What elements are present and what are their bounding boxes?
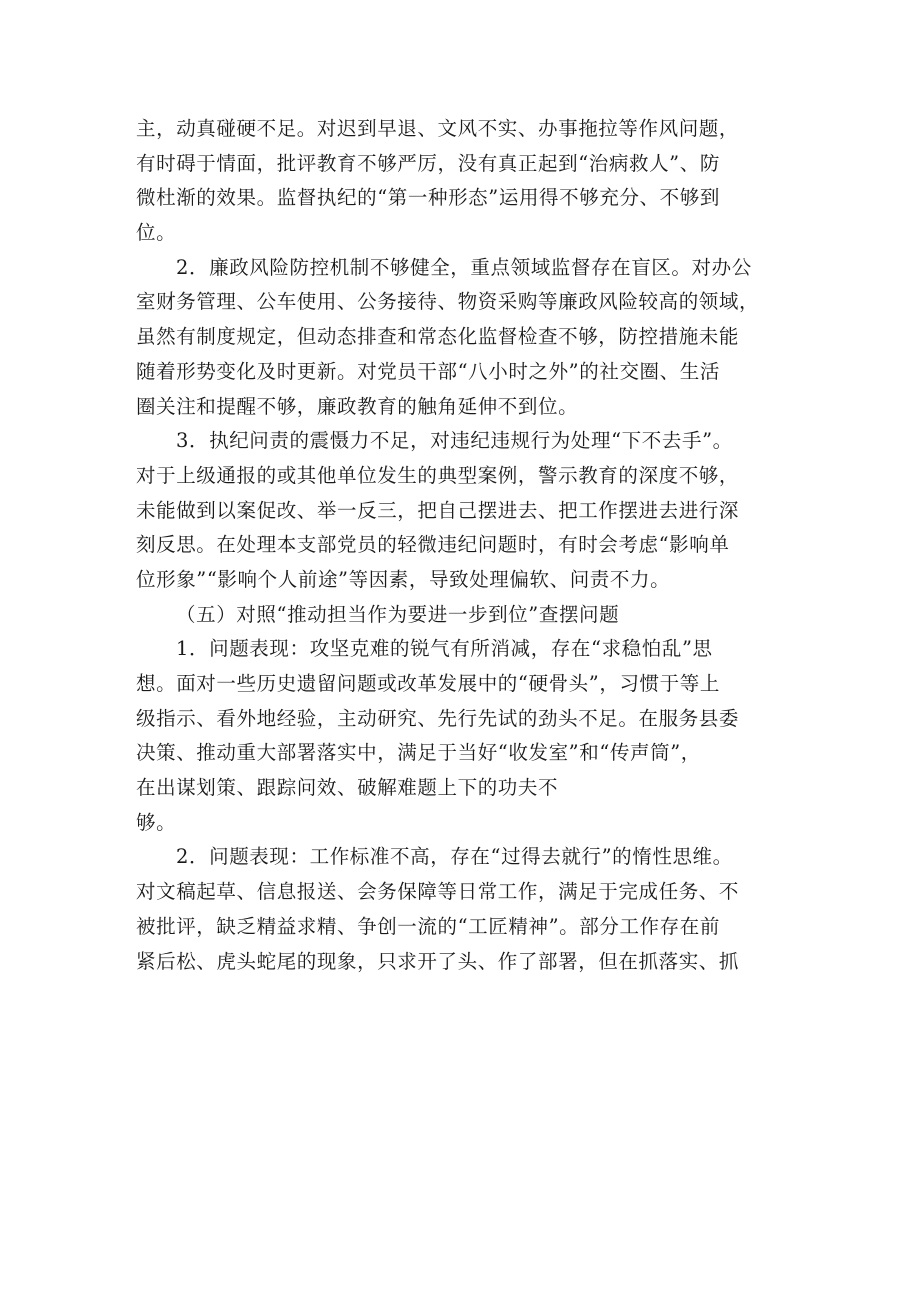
document-body: [136, 112, 796, 979]
text-line: 级指示、看外地经验，主动研究、先行先试的劲头不足。在服务县委: [136, 706, 740, 730]
text-line: 室财务管理、公车使用、公务接待、物资采购等廉政风险较高的领域，: [136, 290, 760, 314]
text-line: 在出谋划策、跟踪问效、破解难题上下的功夫不: [136, 776, 559, 800]
text-line: 主，动真碰硬不足。对迟到早退、文风不实、办事拖拉等作风问题，: [136, 117, 740, 140]
text-line: 对文稿起草、信息报送、会务保障等日常工作，满足于完成任务、不: [136, 880, 740, 904]
text-line: 刻反思。在处理本支部党员的轻微违纪问题时，有时会考虑“影响单: [136, 533, 730, 557]
text-line: 2．问题表现：工作标准不高，存在“过得去就行”的惰性思维。: [176, 845, 733, 869]
text-line: 微杜渐的效果。监督执纪的“第一种形态”运用得不够充分、不够到: [136, 186, 720, 210]
text-line: 位。: [136, 221, 177, 245]
text-line: 位形象”“影响个人前途”等因素，导致处理偏软、问责不力。: [136, 567, 671, 591]
text-line: 紧后松、虎头蛇尾的现象，只求开了头、作了部署，但在抓落实、抓: [136, 949, 740, 973]
text-line: 决策、推动重大部署落实中，满足于当好“收发室”和“传声筒”，: [136, 741, 701, 765]
text-line: 有时碍于情面，批评教育不够严厉，没有真正起到“治病救人”、防: [136, 151, 720, 175]
text-line: 被批评，缺乏精益求精、争创一流的“工匠精神”。部分工作存在前: [136, 914, 720, 938]
text-line: （五）对照“推动担当作为要进一步到位”查摆问题: [176, 602, 620, 626]
text-line: 随着形势变化及时更新。对党员干部“八小时之外”的社交圈、生活: [136, 359, 720, 383]
text-line: 想。面对一些历史遗留问题或改革发展中的“硬骨头”，习惯于等上: [136, 672, 720, 695]
text-line: 未能做到以案促改、举一反三，把自己摆进去、把工作摆进去进行深: [136, 498, 740, 522]
text-line: 对于上级通报的或其他单位发生的典型案例，警示教育的深度不够，: [136, 463, 740, 487]
text-line: 够。: [136, 810, 177, 834]
text-line: 1．问题表现：攻坚克难的锐气有所消减，存在“求稳怕乱”思: [176, 637, 713, 661]
text-line: 3．执纪问责的震慑力不足，对违纪违规行为处理“下不去手”。: [176, 429, 733, 453]
text-line: 圈关注和提醒不够，廉政教育的触角延伸不到位。: [136, 394, 579, 418]
text-line: 2．廉政风险防控机制不够健全，重点领域监督存在盲区。对办公: [176, 255, 752, 279]
text-line: 虽然有制度规定，但动态排查和常态化监督检查不够，防控措施未能: [136, 325, 740, 349]
